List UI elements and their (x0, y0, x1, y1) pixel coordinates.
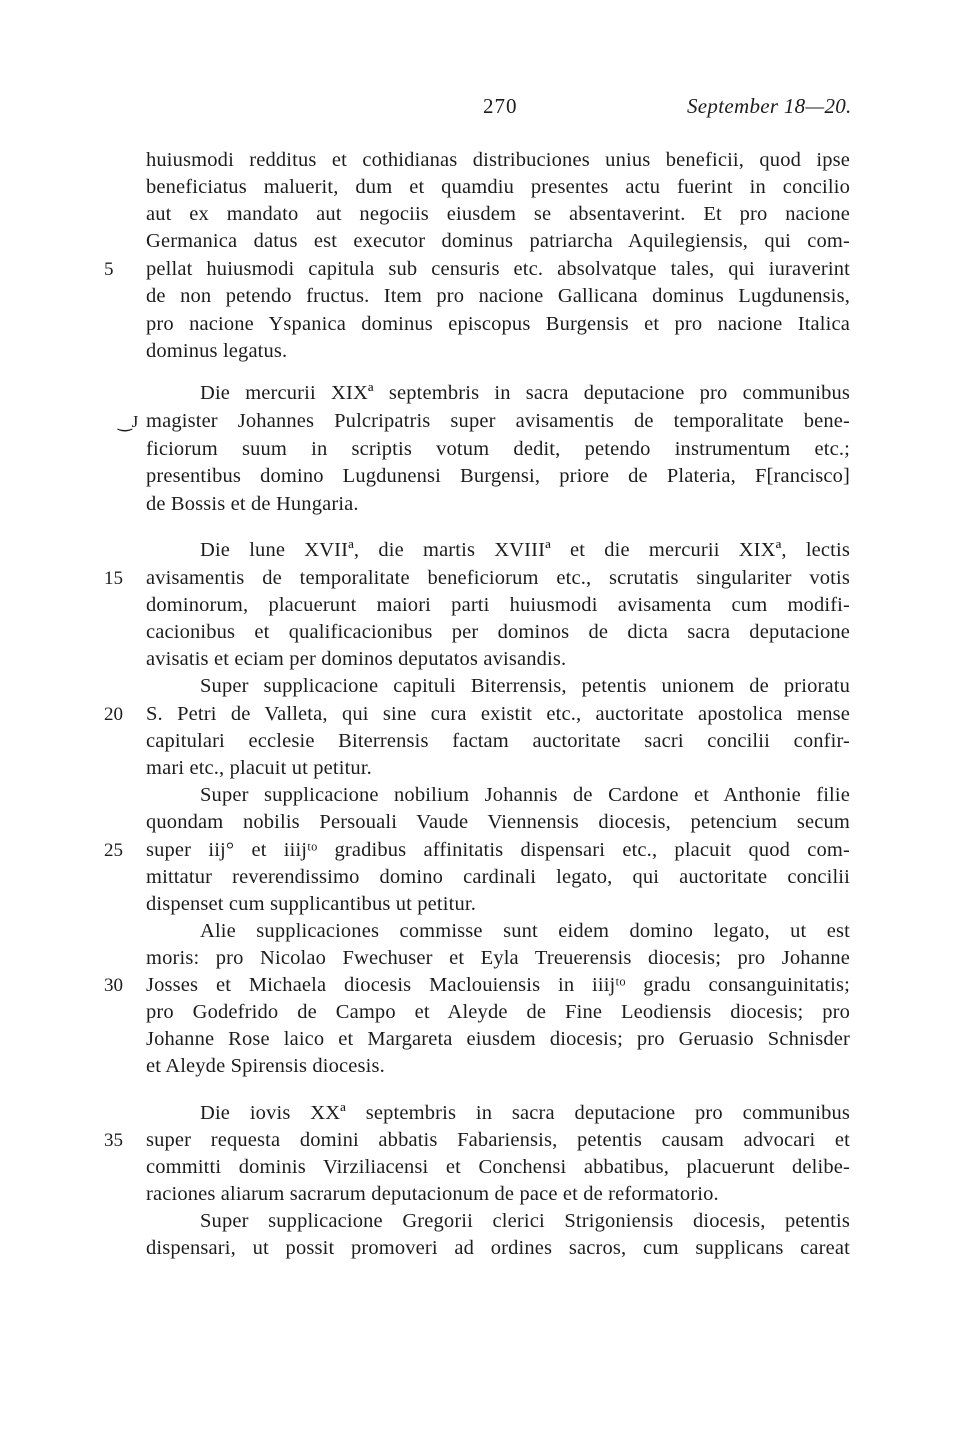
line-number: 20 (104, 704, 123, 725)
running-header-dates: September 18—20. (687, 94, 852, 118)
text-line: Alie supplicaciones commisse sunt eidem domino legato, ut est (200, 920, 850, 942)
text-line: quondam nobilis Persouali Vaude Viennensis diocesis, petencium secum (146, 811, 850, 833)
text-line: avisamentis de temporalitate beneficiorum etc., scrutatis singulariter votis (146, 567, 850, 589)
text-line: Super supplicacione nobilium Johannis de Cardone et Anthonie filie (200, 784, 850, 806)
text-line: Die iovis XXª septembris in sacra deputacione pro communibus (200, 1102, 850, 1124)
text-line: capitulari ecclesie Biterrensis factam auctoritate sacri concilii confir- (146, 730, 850, 752)
text-line: aut ex mandato aut negociis eiusdem se absentaverint. Et pro nacione (146, 203, 850, 225)
text-line: huiusmodi redditus et cothidianas distribuciones unius beneficii, quod ipse (146, 149, 850, 171)
text-line: pro Godefrido de Campo et Aleyde de Fine Leodiensis diocesis; pro (146, 1001, 850, 1023)
text-line: Die lune XVIIª, die martis XVIIIª et die mercurii XIXª, lectis (200, 539, 850, 561)
text-line: moris: pro Nicolao Fwechuser et Eyla Treuerensis diocesis; pro Johanne (146, 947, 850, 969)
text-line: de Bossis et de Hungaria. (146, 493, 359, 515)
text-line: dispenset cum supplicantibus ut petitur. (146, 893, 476, 915)
text-line: cacionibus et qualificacionibus per dominos de dicta sacra deputacione (146, 621, 850, 643)
text-line: Super supplicacione Gregorii clerici Strigoniensis diocesis, petentis (200, 1210, 850, 1232)
text-line: super iij° et iiijᵗᵒ gradibus affinitatis dispensari etc., placuit quod com- (146, 839, 850, 861)
text-line: Johanne Rose laico et Margareta eiusdem diocesis; pro Geruasio Schnisder (146, 1028, 850, 1050)
text-line: Josses et Michaela diocesis Maclouiensis in iiijᵗᵒ gradu consanguinitatis; (146, 974, 850, 996)
line-number: 30 (104, 975, 123, 996)
text-line: de non petendo fructus. Item pro nacione Gallicana dominus Lugdunensis, (146, 285, 850, 307)
text-line: pellat huiusmodi capitula sub censuris etc. absolvatque tales, qui iuraverint (146, 258, 850, 280)
line-number: 35 (104, 1130, 123, 1151)
line-number: 5 (104, 259, 114, 280)
text-line: mittatur reverendissimo domino cardinali legato, qui auctoritate concilii (146, 866, 850, 888)
text-line: Super supplicacione capituli Biterrensis, petentis unionem de prioratu (200, 675, 850, 697)
text-line: Germanica datus est executor dominus patriarcha Aquilegiensis, qui com- (146, 230, 850, 252)
text-line: Die mercurii XIXª septembris in sacra deputacione pro communibus (200, 382, 850, 404)
text-line: beneficiatus maluerit, dum et quamdiu presentes actu fuerint in concilio (146, 176, 850, 198)
text-line: pro nacione Yspanica dominus episcopus Burgensis et pro nacione Italica (146, 313, 850, 335)
line-number: 15 (104, 568, 123, 589)
line-number: ‿J (118, 412, 139, 431)
text-line: super requesta domini abbatis Fabariensis, petentis causam advocari et (146, 1129, 850, 1151)
text-line: S. Petri de Valleta, qui sine cura existit etc., auctoritate apostolica mense (146, 703, 850, 725)
text-line: committi dominis Virziliacensi et Conchensi abbatibus, placuerunt delibe- (146, 1156, 850, 1178)
text-line: ficiorum suum in scriptis votum dedit, petendo instrumentum etc.; (146, 438, 850, 460)
text-line: et Aleyde Spirensis diocesis. (146, 1055, 385, 1077)
line-number: 25 (104, 840, 123, 861)
text-line: magister Johannes Pulcripatris super avisamentis de temporalitate bene- (146, 410, 850, 432)
text-line: raciones aliarum sacrarum deputacionum de pace et de reformatorio. (146, 1183, 719, 1205)
page-number: 270 (483, 94, 518, 118)
text-line: dispensari, ut possit promoveri ad ordines sacros, cum supplicans careat (146, 1237, 850, 1259)
text-line: dominorum, placuerunt maiori parti huiusmodi avisamenta cum modifi- (146, 594, 850, 616)
text-line: dominus legatus. (146, 340, 288, 362)
text-line: mari etc., placuit ut petitur. (146, 757, 372, 779)
text-line: presentibus domino Lugdunensi Burgensi, priore de Plateria, F[rancisco] (146, 465, 850, 487)
text-line: avisatis et eciam per dominos deputatos avisandis. (146, 648, 567, 670)
